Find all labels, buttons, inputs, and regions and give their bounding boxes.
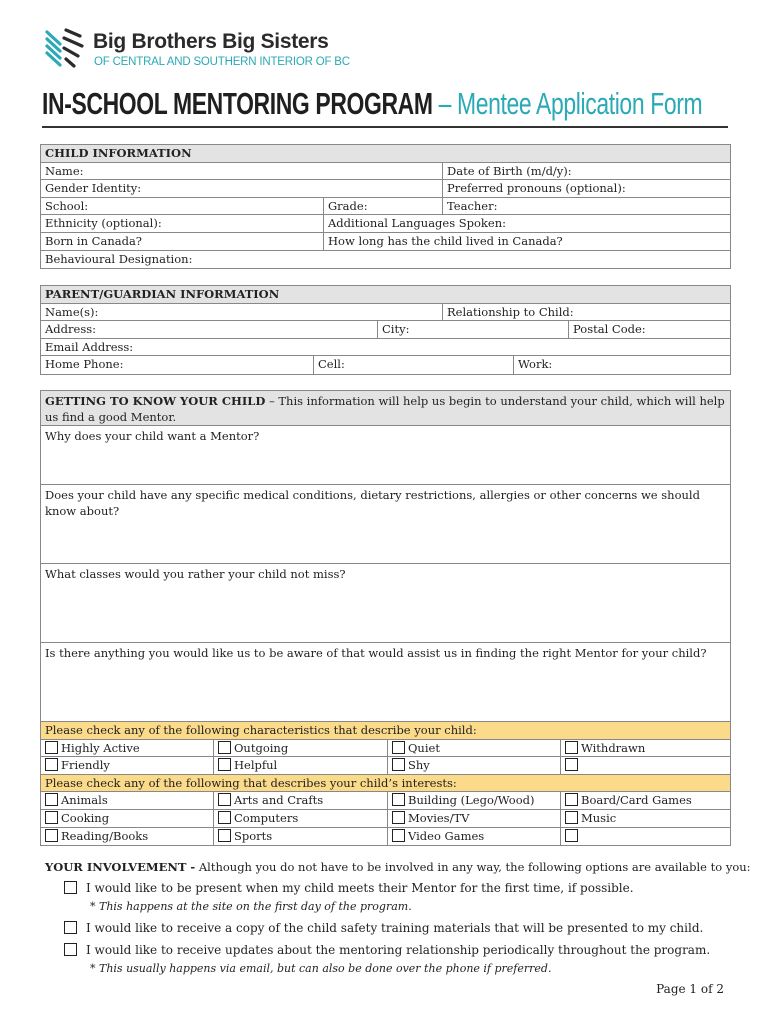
involvement-heading: YOUR INVOLVEMENT - [45,860,196,874]
parent-address-field[interactable]: Address: [45,322,97,337]
table-row [41,792,730,810]
option-label: I would like to be present when my child meets their Mentor for the first time, if possible. [86,881,634,895]
child-info-header [41,145,730,163]
child-pronouns-field[interactable]: Preferred pronouns (optional): [442,180,626,197]
question-text: Does your child have any specific medical conditions, dietary restrictions, allergies or other concerns we should know about? [45,488,700,518]
know-child-table [40,390,731,846]
check-highly-active[interactable] [41,740,213,757]
checkbox[interactable] [218,829,231,842]
involvement-option-1[interactable] [64,881,634,895]
table-row [41,198,730,216]
check-animals[interactable] [41,792,213,809]
checkbox-label: Video Games [408,828,485,843]
question-q3[interactable] [41,564,730,643]
checkbox-label: Reading/Books [61,828,149,843]
checkbox-label: Outgoing [234,740,289,755]
checkbox[interactable] [45,741,58,754]
check-helpful[interactable] [213,757,387,774]
parent-postal-field[interactable]: Postal Code: [568,321,646,338]
title-light: – Mentee Application Form [432,86,703,121]
child-info-heading: CHILD INFORMATION [45,146,192,160]
checkbox[interactable] [218,741,231,754]
check-cooking[interactable] [41,810,213,827]
check-outgoing[interactable] [213,740,387,757]
checkbox[interactable] [64,943,77,956]
involvement-note-1: * This happens at the site on the first day of the program. [90,900,412,913]
page-title [42,86,702,122]
checkbox[interactable] [392,793,405,806]
checkbox[interactable] [392,758,405,771]
parent-home-phone-field[interactable]: Home Phone: [45,357,124,372]
parent-info-table [40,285,731,375]
parent-info-heading: PARENT/GUARDIAN INFORMATION [45,287,280,301]
checkbox[interactable] [565,793,578,806]
table-row [41,215,730,233]
checkbox-label: Shy [408,758,430,773]
checkbox-label: Animals [61,793,108,808]
checkbox-label: Board/Card Games [581,793,692,808]
checkbox[interactable] [565,758,578,771]
checkbox[interactable] [64,881,77,894]
question-text: Is there anything you would like us to be aware of that would assist us in finding the right Mentor for your child? [45,646,707,660]
child-born-field[interactable]: Born in Canada? [45,233,142,248]
question-text: Why does your child want a Mentor? [45,429,260,443]
checkbox[interactable] [218,758,231,771]
table-row [41,740,730,758]
check-quiet[interactable] [387,740,560,757]
question-q4[interactable] [41,643,730,722]
checkbox-label: Music [581,810,617,825]
checkbox[interactable] [565,811,578,824]
checkbox-label: Friendly [61,758,110,773]
checkbox-label: Arts and Crafts [234,793,324,808]
table-row [41,251,730,269]
characteristics-header [41,722,730,740]
question-q2[interactable] [41,485,730,564]
child-school-field[interactable]: School: [45,198,89,213]
know-child-heading-rest: – This information will help us begin to understand your child, which will help us find a good Mentor. [45,394,725,424]
table-row [41,180,730,198]
check-music[interactable] [560,810,616,827]
table-row [41,810,730,828]
checkbox[interactable] [64,921,77,934]
child-info-table [40,144,731,269]
table-row [41,828,730,846]
know-child-header [41,391,730,426]
checkbox-label: Helpful [234,758,278,773]
child-gender-field[interactable]: Gender Identity: [45,181,142,196]
child-howlong-field[interactable]: How long has the child lived in Canada? [323,233,563,250]
check-withdrawn[interactable] [560,740,645,757]
option-label: I would like to receive a copy of the child safety training materials that will be presented to my child. [86,921,704,935]
checkbox-label: Computers [234,810,299,825]
involvement-intro-text: Although you do not have to be involved in any way, the following options are available to you: [195,860,751,874]
checkbox[interactable] [218,811,231,824]
checkbox[interactable] [565,741,578,754]
parent-names-field[interactable]: Name(s): [45,304,99,319]
title-divider [42,126,728,128]
check-friendly[interactable] [41,757,213,774]
interests-header [41,775,730,793]
check-computers[interactable] [213,810,387,827]
checkbox-label: Movies/TV [408,810,470,825]
checkbox-label: Highly Active [61,740,140,755]
checkbox[interactable] [45,758,58,771]
checkbox-label: Building (Lego/Wood) [408,793,535,808]
check-movies[interactable] [387,810,560,827]
involvement-intro [45,860,751,874]
checkbox[interactable] [392,811,405,824]
check-sports[interactable] [213,828,387,846]
parent-city-field[interactable]: City: [377,321,568,338]
child-dob-field[interactable]: Date of Birth (m/d/y): [442,163,572,180]
parent-email-field[interactable]: Email Address: [45,339,134,354]
checkbox[interactable] [565,829,578,842]
checkbox-label: Withdrawn [581,740,646,755]
table-row [41,163,730,181]
checkbox[interactable] [392,829,405,842]
check-other-characteristic[interactable] [560,757,581,774]
involvement-option-3[interactable] [64,943,710,957]
child-languages-field[interactable]: Additional Languages Spoken: [323,215,506,232]
check-reading[interactable] [41,828,213,846]
know-child-heading-bold: GETTING TO KNOW YOUR CHILD [45,394,266,408]
check-board-games[interactable] [560,792,692,809]
brand-subtitle: OF CENTRAL AND SOUTHERN INTERIOR OF BC [94,56,350,68]
interests-heading: Please check any of the following that describes your child’s interests: [45,775,457,790]
parent-info-header [41,286,730,304]
check-video-games[interactable] [387,828,560,846]
child-grade-field[interactable]: Grade: [323,198,442,215]
checkbox[interactable] [392,741,405,754]
table-row [41,321,730,339]
title-strong: IN-SCHOOL MENTORING PROGRAM [42,86,433,121]
parent-cell-field[interactable]: Cell: [313,356,513,374]
question-q1[interactable] [41,426,730,485]
involvement-option-2[interactable] [64,921,703,935]
child-name-field[interactable]: Name: [45,163,84,178]
checkbox-label: Cooking [61,810,110,825]
table-row [41,304,730,322]
checkbox[interactable] [45,793,58,806]
parent-work-field[interactable]: Work: [513,356,552,374]
checkbox[interactable] [218,793,231,806]
check-other-interest[interactable] [560,828,581,846]
child-teacher-field[interactable]: Teacher: [442,198,497,215]
child-behaviour-field[interactable]: Behavioural Designation: [45,251,193,266]
bbbs-logo-icon [44,26,86,72]
checkbox-label: Sports [234,828,273,843]
know-child-heading [41,391,730,425]
child-ethnicity-field[interactable]: Ethnicity (optional): [45,216,162,231]
check-shy[interactable] [387,757,560,774]
checkbox[interactable] [45,811,58,824]
involvement-note-3: * This usually happens via email, but can also be done over the phone if preferred. [90,962,552,975]
question-text: What classes would you rather your child not miss? [45,567,346,581]
page-number: Page 1 of 2 [656,982,724,996]
check-arts-crafts[interactable] [213,792,387,809]
checkbox-label: Quiet [408,740,440,755]
characteristics-heading: Please check any of the following characteristics that describe your child: [45,723,477,737]
table-row [41,233,730,251]
table-row [41,339,730,357]
table-row [41,356,730,374]
table-row [41,757,730,775]
option-label: I would like to receive updates about the mentoring relationship periodically throughout the program. [86,943,711,957]
parent-relationship-field[interactable]: Relationship to Child: [442,304,574,321]
check-building[interactable] [387,792,560,809]
checkbox[interactable] [45,829,58,842]
brand-name: Big Brothers Big Sisters [93,30,329,53]
